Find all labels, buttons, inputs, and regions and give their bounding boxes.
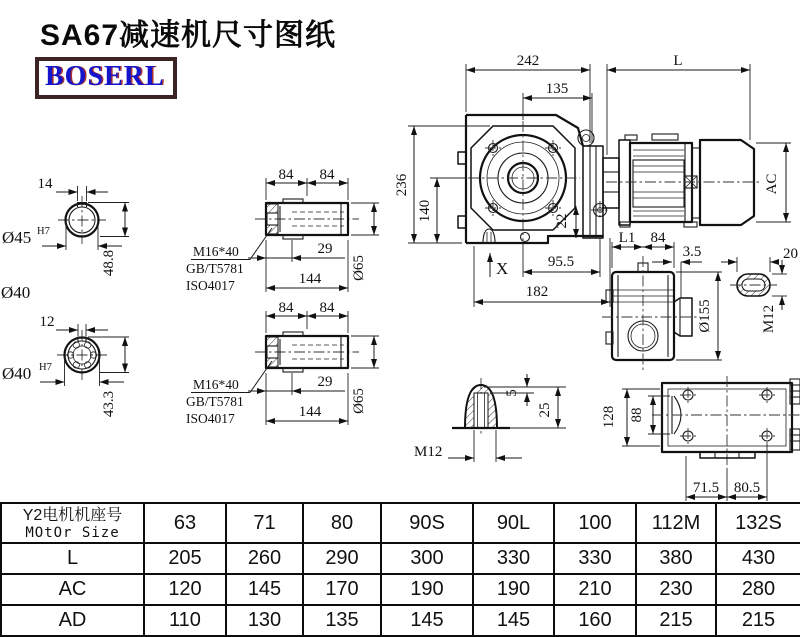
cell: 145 [226,574,303,605]
col-112m: 112M [636,503,716,543]
header-en: MOtOr Size [25,524,120,541]
dim-plug-depth: 25 [537,402,553,418]
dim-84-side: 84 [650,230,666,246]
dim-shaft-a-key-len: 29 [317,241,333,257]
main-view [394,53,791,307]
cell: 330 [473,543,554,574]
note-shaft-a-3: ISO4017 [186,278,235,293]
dim-bore-a-tol: H7 [37,226,50,237]
dim-l1: L1 [618,230,636,246]
cell: 230 [636,574,716,605]
cell: 210 [554,574,636,605]
col-71: 71 [226,503,303,543]
dim-shaft-a-len1: 84 [278,167,294,183]
cell: 170 [303,574,381,605]
motor-size-table [0,502,800,637]
dim-base-length: 182 [525,284,549,300]
dim-flange-dia: Ø155 [697,299,713,333]
note-shaft-b-1: M16*40 [193,377,239,392]
shaft-detail-b [186,300,379,426]
dim-128: 128 [601,405,617,429]
cell: 120 [144,574,226,605]
cell: 430 [716,543,800,574]
dim-overall-width: 242 [516,53,540,69]
shaft-section-b [2,314,129,417]
note-shaft-a-1: M16*40 [193,244,239,259]
dim-plug-cap: 5 [504,389,520,397]
cell: 280 [716,574,800,605]
cell: 300 [381,543,473,574]
dim-key-width-b: 12 [39,314,55,330]
shaft-section-a [1,176,129,302]
dim-88: 88 [629,407,645,423]
dim-half-width: 135 [545,81,569,97]
table-row-AC [1,574,800,605]
dim-overall-height: 236 [394,173,410,197]
table-row-AD [1,605,800,636]
cell: 145 [473,605,554,636]
col-90s: 90S [381,503,473,543]
note-shaft-a-2: GB/T5781 [186,261,244,276]
shaft-detail-a [186,167,379,293]
note-shaft-b-3: ISO4017 [186,411,235,426]
dim-center-to-face: 95.5 [547,254,575,270]
label-x-mark: X [496,259,509,278]
cell: 290 [303,543,381,574]
dim-shaft-a-total: 144 [298,271,322,287]
note-shaft-b-2: GB/T5781 [186,394,244,409]
dim-thread-m12-side: M12 [761,304,777,334]
table-header-cell [1,503,144,543]
page-title: SA67减速机尺寸图纸 [40,19,337,52]
dim-71-5: 71.5 [692,480,720,496]
dim-shaft-b-len2: 84 [319,300,335,316]
dim-bore-b-tol: H7 [39,362,52,373]
cell: 215 [716,605,800,636]
brand-logo-text: BOSERL [45,61,165,92]
brand-logo [35,57,177,99]
cell: 110 [144,605,226,636]
cell: 145 [381,605,473,636]
table-row-L [1,543,800,574]
dim-key-height-b: 43.3 [101,390,117,418]
cell: 330 [554,543,636,574]
dim-center-height: 140 [417,199,433,223]
side-view [602,230,798,372]
col-90l: 90L [473,503,554,543]
dim-80-5: 80.5 [733,480,761,496]
dim-shaft-b-len1: 84 [278,300,294,316]
plug-detail [414,374,566,462]
dim-bore-a: Ø45 [2,228,32,247]
cell: 135 [303,605,381,636]
col-100: 100 [554,503,636,543]
dim-motor-length: L [673,53,683,69]
row-label-AD: AD [1,605,144,636]
cell: 190 [473,574,554,605]
col-63: 63 [144,503,226,543]
dim-shaft-a-len2: 84 [319,167,335,183]
cell: 215 [636,605,716,636]
bottom-view [601,376,800,501]
dim-gap-3-5: 3.5 [682,244,702,260]
dim-shaft-b-key-len: 29 [317,374,333,390]
label-outer-dia: Ø40 [1,283,31,302]
col-80: 80 [303,503,381,543]
dim-shaft-b-dia: Ø65 [351,388,367,414]
dim-motor-dia-ac: AC [764,173,780,195]
dim-shaft-a-dia: Ø65 [351,255,367,281]
row-label-AC: AC [1,574,144,605]
cell: 380 [636,543,716,574]
dim-shaft-b-total: 144 [298,404,322,420]
dim-key-width-a: 14 [37,176,53,192]
cell: 130 [226,605,303,636]
header-cn: Y2电机机座号 [22,506,123,524]
dim-key-height-a: 48.8 [101,249,117,277]
cell: 260 [226,543,303,574]
dim-offset-22: 22 [554,213,570,229]
col-132s: 132S [716,503,800,543]
mount-bolt-holes [680,387,775,444]
cell: 190 [381,574,473,605]
dim-plug-thread: M12 [414,444,443,460]
cell: 205 [144,543,226,574]
table-header-row [1,503,800,543]
row-label-L: L [1,543,144,574]
dim-bore-b: Ø40 [2,364,32,383]
cell: 160 [554,605,636,636]
dim-key-width-20: 20 [783,246,798,262]
